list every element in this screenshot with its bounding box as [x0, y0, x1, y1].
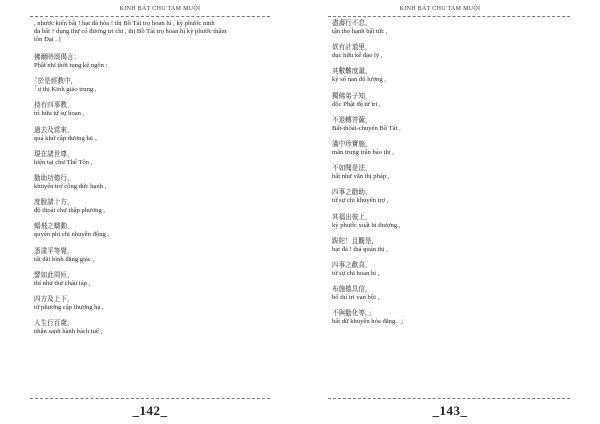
verse-block [34, 223, 270, 239]
verse-block [34, 296, 270, 312]
verse-chinese: 四事之歡喜， [332, 261, 372, 269]
verse-transliteration: Bất-thoái-chuyển Bồ Tát , [332, 124, 401, 132]
intro-line: đa bất ? dụng thử cổ đương tri chi , thị Bồ Tát trọ hoan hỉ kỳ phước thậm [34, 28, 227, 35]
verse-block [34, 248, 270, 264]
verse-block [34, 272, 270, 288]
verse-chinese: 滿中珍寶施， [332, 140, 372, 148]
verse-chinese: 勸助功德行， [34, 174, 74, 182]
verse-transliteration: bố thí tri vạn bội , [332, 294, 380, 302]
left-page-body [31, 20, 270, 344]
verse-block [34, 175, 270, 191]
verse-block [332, 214, 570, 230]
footer-rule [328, 398, 570, 399]
verse-block [332, 165, 570, 181]
verse-chinese: 四事之勸助， [332, 189, 372, 197]
intro-line: tôn Đại . ] [34, 36, 61, 43]
verse-transliteration: mãn trung trân bảo thí , [332, 148, 394, 156]
verse-block [31, 78, 270, 94]
verse-transliteration: tứ phương cập thượng hạ , [34, 303, 104, 311]
verse-transliteration: 「ư thị Kinh giáo trung , [31, 86, 97, 94]
verse-block [332, 189, 570, 205]
header-rule [328, 16, 570, 17]
verse-chinese: 人生行百歲， [34, 320, 74, 328]
verse-transliteration: tứ sự chi hoan hỉ , [332, 269, 380, 277]
running-header: KINH BÁT CHU TAM MUỘI [399, 6, 481, 12]
verse-chinese: 「於是經教中， [31, 78, 78, 86]
right-page [300, 0, 600, 424]
verse-block [332, 310, 570, 326]
verse-block [332, 238, 570, 254]
page-number: _143_ [432, 403, 468, 418]
verse-block [34, 54, 270, 70]
verse-chinese: 盡壽行不息， [332, 20, 372, 27]
verse-transliteration: quá khứ cập đương lai 、 [34, 134, 102, 142]
verse-block [34, 151, 270, 167]
intro-paragraph [34, 20, 270, 44]
verse-transliteration: hiện tại chư Thế Tôn , [34, 158, 93, 166]
verse-transliteration: bất dữ khuyến hóa đẳng . 」 [332, 318, 407, 326]
verse-chinese: 持有四事教， [34, 102, 74, 110]
verse-transliteration: trì hữu tứ sự hoan , [34, 110, 85, 118]
verse-transliteration: dục hữu kế đạo lý , [332, 52, 383, 60]
verse-transliteration: thí như thử châu táp , [34, 279, 91, 287]
verse-block [332, 286, 570, 302]
verse-transliteration: bất như văn thị pháp , [332, 173, 390, 181]
verse-chinese: 布施德具信， [332, 286, 372, 294]
verse-block [332, 93, 570, 109]
verse-chinese: 其數難度量， [332, 68, 372, 76]
intro-line: , nhược kiến bất ! bạt đà hòa ! thị Bồ Tát trọ hoan hỉ , kỳ phước ninh [34, 20, 215, 27]
header-rule [30, 16, 270, 17]
verse-chinese: 現在諸世尊， [34, 150, 74, 158]
footer-rule [30, 398, 270, 399]
right-page-body [332, 20, 570, 334]
verse-transliteration: kỳ số nan độ lượng , [332, 76, 386, 84]
verse-transliteration: tất đãi bình đẳng giác , [34, 255, 95, 263]
page-number: _142_ [132, 403, 168, 418]
verse-transliteration: độ thoát chư thập phương , [34, 207, 106, 215]
running-header: KINH BÁT CHU TAM MUỘI [119, 6, 201, 12]
verse-chinese: 不與勸化等。」 [332, 310, 375, 318]
verse-chinese: 度脫諸十方， [34, 199, 74, 207]
verse-transliteration: tận thọ hạnh bất tức , [332, 28, 388, 35]
verse-transliteration: bạt đà ! thả quán thị , [332, 245, 388, 253]
verse-transliteration: nhân sanh hành bách tuế , [34, 328, 103, 336]
verse-block [34, 127, 270, 143]
verse-block [34, 199, 270, 215]
verse-chinese: 過去及當來， [34, 126, 74, 134]
verse-block [34, 102, 270, 118]
verse-chinese: 不退轉菩薩， [332, 116, 372, 124]
verse-block [332, 44, 570, 60]
verse-block [332, 141, 570, 157]
verse-chinese: 四方及上下， [34, 295, 74, 303]
verse-block [332, 20, 570, 36]
verse-chinese: 譬如此周匝， [34, 271, 74, 279]
verse-transliteration: Phật nhĩ thời tụng kệ ngôn : [34, 62, 108, 69]
verse-chinese: 蜎飛之蠕動， [34, 223, 74, 231]
verse-block [34, 320, 270, 336]
verse-transliteration: tứ sự chi khuyến trợ , [332, 197, 389, 205]
verse-block [332, 117, 570, 133]
verse-block [332, 262, 570, 278]
verse-chinese: 跋陀！且觀是， [332, 237, 379, 245]
verse-chinese: 其福出彼上， [332, 213, 372, 221]
verse-chinese: 欲有計道里， [332, 44, 372, 52]
verse-chinese: 佛爾時頌偈言： [34, 54, 81, 61]
verse-chinese: 悉逮平等覺， [34, 247, 74, 255]
verse-transliteration: kỳ phước xuất bỉ thượng , [332, 221, 401, 229]
verse-chinese: 獨佛弟子知， [332, 92, 372, 100]
verse-block [332, 68, 570, 84]
verse-transliteration: độc Phật đệ tử tri , [332, 100, 381, 108]
verse-chinese: 不如聞是法， [332, 165, 372, 173]
verse-transliteration: khuyến trợ công đức hạnh , [34, 182, 107, 190]
verse-transliteration: quyên phi chi nhuyễn động , [34, 231, 110, 239]
